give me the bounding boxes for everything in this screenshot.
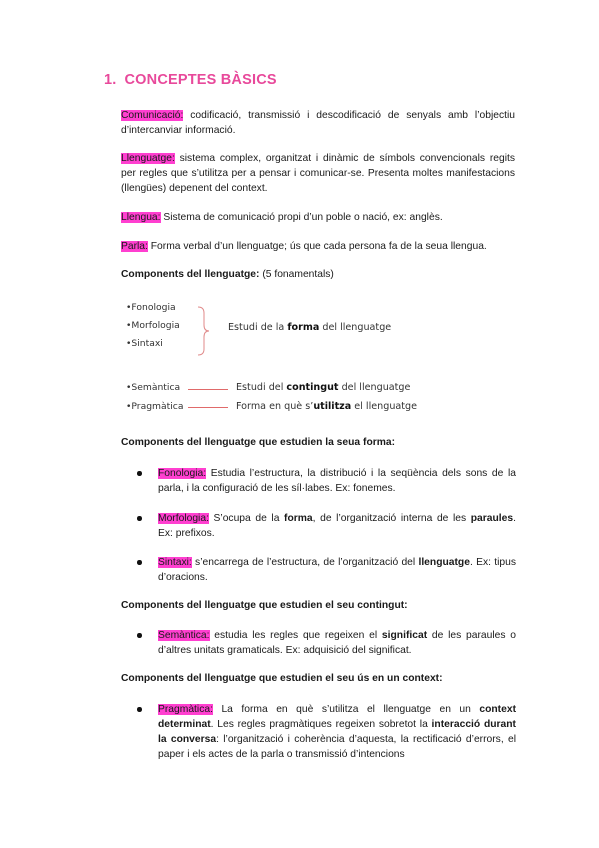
definition-comunicacio [121,108,515,138]
term-parla: Parla: [121,241,148,252]
components-heading [121,269,334,280]
bullet-icon [137,516,142,521]
diagram-item-semantica: •Semàntica [126,382,181,393]
contingut-section-title: Components del llenguatge que estudien el seu contingut: [121,600,408,611]
bullet-icon [137,471,142,476]
us-section-title: Components del llenguatge que estudien el seu ús en un context: [121,673,443,684]
pragmatica-text: Pragmàtica: La forma en què s’utilitza el llenguatge en un context determinat. Les regles pragmàtiques regeixen sobretot la interacció durant la conversa: l’organització i coherència d’aquesta, la rectificació d’errors, el paper i els actes de la parla o transmissió d’intencions [158,704,516,760]
definition-text: Forma verbal d’un llenguatge; ús que cada persona fa de la seua llengua. [147,241,487,252]
term-comunicacio: Comunicació: [121,110,184,121]
term-llengua: Llengua: [121,212,161,223]
connector-line [188,389,228,390]
diagram-item-morfologia: •Morfologia [126,320,180,331]
semantica-text: Semàntica: estudia les regles que regeixen el significat de les paraules o d’altres unitats gramaticals. Ex: adquisició del significat. [158,630,516,656]
definition-text: sistema complex, organitzat i dinàmic de símbols convencionals regits per regles que s’utilitza per a pensar i comunicar-se. Presenta moltes manifestacions (llengües) depenent del context. [121,153,515,194]
definition-text: Sistema de comunicació propi d’un poble o nació, ex: anglès. [160,212,443,223]
bullet-icon [137,633,142,638]
components-note: (5 fonamentals) [259,269,334,280]
components-title: Components del llenguatge: [121,269,260,280]
diagram-item-sintaxi: •Sintaxi [126,338,163,349]
diagram-label-us: Forma en què s’utilitza el llenguatge [236,401,418,412]
heading-number: 1. [104,72,117,88]
morfologia-text: Morfologia: S’ocupa de la forma, de l’organització interna de les paraules. Ex: prefixos. [158,513,516,539]
diagram-label-contingut: Estudi del contingut del llenguatge [236,382,411,393]
curly-brace-icon [196,306,210,356]
diagram-item-fonologia: •Fonologia [126,302,176,313]
section-heading [104,72,277,88]
bullet-icon [137,707,142,712]
connector-line [188,407,228,408]
heading-text: CONCEPTES BÀSICS [124,72,277,88]
fonologia-text: Fonologia: Estudia l’estructura, la distribució i la seqüència dels sons de la parla, i la configuració de les síl·labes. Ex: fonemes. [158,468,516,494]
diagram-item-pragmatica: •Pragmàtica [126,401,184,412]
definition-llenguatge [121,151,515,196]
definition-llengua [121,210,515,225]
components-diagram [122,298,422,418]
sintaxi-text: Sintaxi: s’encarrega de l’estructura, de l’organització del llenguatge. Ex: tipus d’oracions. [158,557,516,583]
term-llenguatge: Llenguatge: [121,153,175,164]
definition-text: codificació, transmissió i descodificació de senyals amb l’objectiu d’intercanviar informació. [121,110,515,136]
forma-section-title: Components del llenguatge que estudien la seua forma: [121,437,396,448]
bullet-icon [137,560,142,565]
diagram-label-forma: Estudi de la forma del llenguatge [228,322,392,333]
definition-parla [121,239,515,254]
